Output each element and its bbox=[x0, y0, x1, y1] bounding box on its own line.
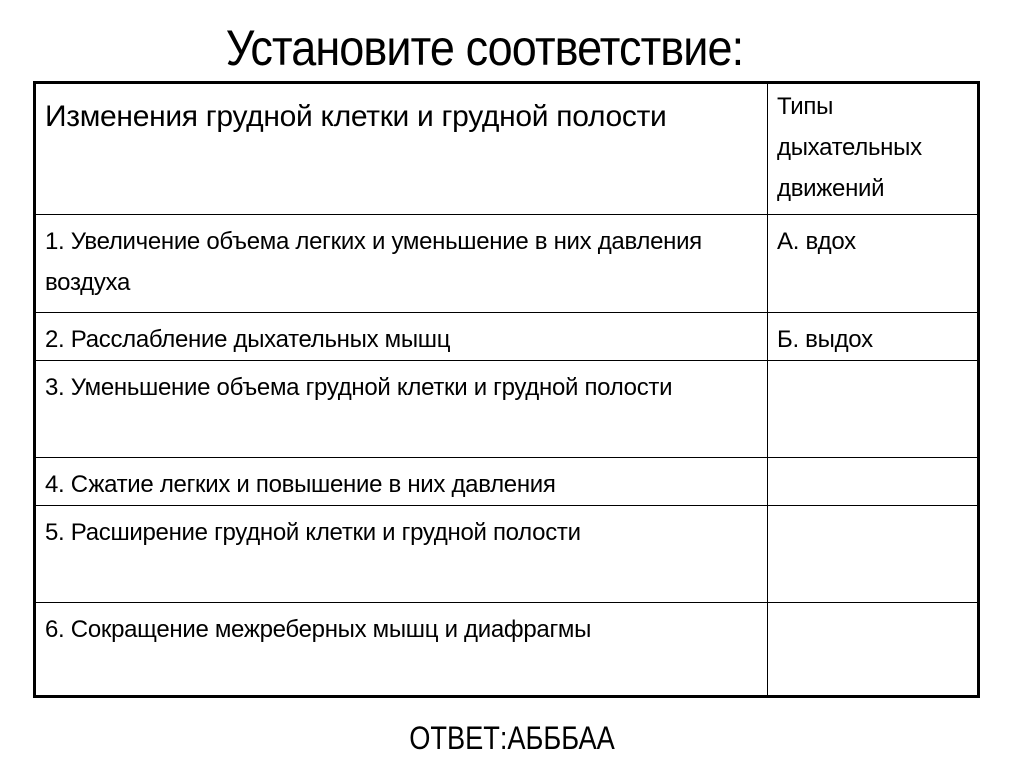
table-row bbox=[36, 602, 977, 698]
type-cell bbox=[768, 360, 978, 457]
type-cell bbox=[768, 602, 978, 698]
matching-table bbox=[33, 81, 980, 698]
answer-text: ОТВЕТ:АБББАА bbox=[409, 720, 615, 756]
header-changes: Изменения грудной клетки и грудной полости bbox=[36, 84, 768, 214]
type-cell: Б. выдох bbox=[768, 312, 978, 360]
change-cell: 1. Увеличение объема легких и уменьшение в них давления воздуха bbox=[36, 214, 768, 312]
type-cell bbox=[768, 457, 978, 505]
table-row bbox=[36, 457, 977, 505]
slide-title: Установите соответствие: bbox=[225, 20, 744, 76]
change-cell: 6. Сокращение межреберных мышц и диафрагмы bbox=[36, 602, 768, 698]
change-cell: 4. Сжатие легких и повышение в них давления bbox=[36, 457, 768, 505]
table-row bbox=[36, 312, 977, 360]
change-cell: 3. Уменьшение объема грудной клетки и грудной полости bbox=[36, 360, 768, 457]
type-cell bbox=[768, 505, 978, 602]
table-row bbox=[36, 505, 977, 602]
change-cell: 5. Расширение грудной клетки и грудной полости bbox=[36, 505, 768, 602]
table-row bbox=[36, 360, 977, 457]
change-cell: 2. Расслабление дыхательных мышц bbox=[36, 312, 768, 360]
type-cell: А. вдох bbox=[768, 214, 978, 312]
table-row bbox=[36, 214, 977, 312]
matching-table-grid bbox=[36, 84, 977, 698]
table-header-row bbox=[36, 84, 977, 214]
header-breathing-types: Типы дыхательных движений bbox=[768, 84, 978, 214]
